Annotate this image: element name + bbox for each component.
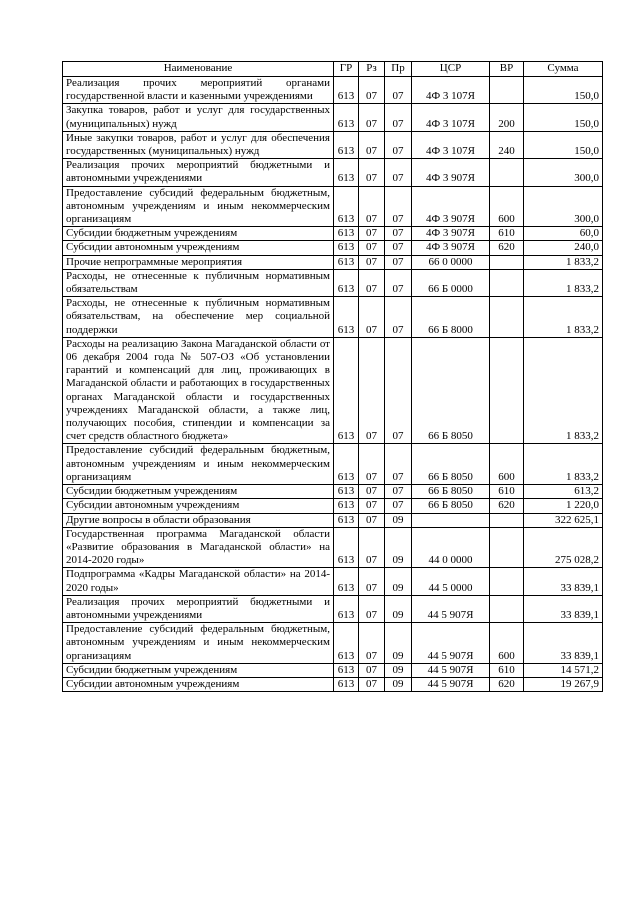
cell-name: Предоставление субсидий федеральным бюджетным, автономным учреждениям и иным некоммерческим организациям <box>63 186 334 227</box>
table-row <box>63 337 603 444</box>
cell-name: Закупка товаров, работ и услуг для государственных (муниципальных) нужд <box>63 104 334 131</box>
cell-name: Реализация прочих мероприятий бюджетными и автономными учреждениями <box>63 595 334 622</box>
table-row <box>63 255 603 269</box>
table-row <box>63 513 603 527</box>
cell-csr: 66 Б 0000 <box>412 269 490 296</box>
cell-gr: 613 <box>334 485 359 499</box>
cell-gr: 613 <box>334 159 359 186</box>
cell-csr: 44 5 907Я <box>412 677 490 691</box>
cell-gr: 613 <box>334 677 359 691</box>
cell-vr: 620 <box>490 499 524 513</box>
cell-csr: 66 Б 8000 <box>412 297 490 338</box>
cell-rz: 07 <box>359 677 385 691</box>
cell-gr: 613 <box>334 499 359 513</box>
cell-rz: 07 <box>359 527 385 568</box>
cell-csr: 4Ф 3 907Я <box>412 227 490 241</box>
cell-sum: 150,0 <box>524 131 603 158</box>
cell-sum: 322 625,1 <box>524 513 603 527</box>
cell-csr: 66 Б 8050 <box>412 485 490 499</box>
cell-vr: 620 <box>490 677 524 691</box>
cell-csr: 4Ф 3 107Я <box>412 131 490 158</box>
cell-pr: 09 <box>385 663 412 677</box>
cell-name: Другие вопросы в области образования <box>63 513 334 527</box>
cell-name: Субсидии автономным учреждениям <box>63 499 334 513</box>
cell-sum: 1 833,2 <box>524 255 603 269</box>
cell-sum: 14 571,2 <box>524 663 603 677</box>
cell-sum: 150,0 <box>524 104 603 131</box>
cell-csr: 4Ф 3 907Я <box>412 241 490 255</box>
cell-pr: 09 <box>385 623 412 664</box>
cell-sum: 19 267,9 <box>524 677 603 691</box>
cell-rz: 07 <box>359 499 385 513</box>
cell-vr <box>490 159 524 186</box>
cell-sum: 33 839,1 <box>524 595 603 622</box>
table-body <box>63 77 603 692</box>
cell-name: Реализация прочих мероприятий бюджетными и автономными учреждениями <box>63 159 334 186</box>
cell-rz: 07 <box>359 77 385 104</box>
cell-vr: 600 <box>490 623 524 664</box>
cell-pr: 07 <box>385 104 412 131</box>
cell-pr: 07 <box>385 241 412 255</box>
table-row <box>63 131 603 158</box>
cell-gr: 613 <box>334 623 359 664</box>
cell-csr: 4Ф 3 107Я <box>412 104 490 131</box>
header-vr: ВР <box>490 62 524 77</box>
cell-vr <box>490 513 524 527</box>
cell-sum: 1 833,2 <box>524 297 603 338</box>
table-row <box>63 527 603 568</box>
cell-name: Подпрограмма «Кадры Магаданской области» на 2014-2020 годы» <box>63 568 334 595</box>
cell-csr: 44 5 907Я <box>412 663 490 677</box>
cell-sum: 150,0 <box>524 77 603 104</box>
table-row <box>63 663 603 677</box>
cell-vr <box>490 297 524 338</box>
table-row <box>63 499 603 513</box>
cell-rz: 07 <box>359 241 385 255</box>
cell-csr <box>412 513 490 527</box>
cell-rz: 07 <box>359 444 385 485</box>
cell-pr: 07 <box>385 77 412 104</box>
cell-csr: 4Ф 3 907Я <box>412 159 490 186</box>
cell-gr: 613 <box>334 297 359 338</box>
header-sum: Сумма <box>524 62 603 77</box>
cell-name: Субсидии автономным учреждениям <box>63 241 334 255</box>
cell-gr: 613 <box>334 227 359 241</box>
cell-csr: 66 Б 8050 <box>412 499 490 513</box>
cell-rz: 07 <box>359 337 385 444</box>
cell-rz: 07 <box>359 227 385 241</box>
cell-csr: 4Ф 3 907Я <box>412 186 490 227</box>
cell-name: Прочие непрограммные мероприятия <box>63 255 334 269</box>
cell-gr: 613 <box>334 337 359 444</box>
cell-name: Иные закупки товаров, работ и услуг для обеспечения государственных (муниципальных) нужд <box>63 131 334 158</box>
cell-sum: 240,0 <box>524 241 603 255</box>
cell-rz: 07 <box>359 255 385 269</box>
cell-csr: 44 5 907Я <box>412 595 490 622</box>
cell-sum: 1 833,2 <box>524 444 603 485</box>
cell-gr: 613 <box>334 104 359 131</box>
cell-gr: 613 <box>334 444 359 485</box>
table-row <box>63 444 603 485</box>
header-rz: Рз <box>359 62 385 77</box>
table-row <box>63 241 603 255</box>
cell-gr: 613 <box>334 131 359 158</box>
cell-vr <box>490 77 524 104</box>
cell-pr: 07 <box>385 227 412 241</box>
cell-vr: 610 <box>490 485 524 499</box>
cell-sum: 33 839,1 <box>524 568 603 595</box>
cell-name: Предоставление субсидий федеральным бюджетным, автономным учреждениям и иным некоммерческим организациям <box>63 623 334 664</box>
cell-name: Реализация прочих мероприятий органами государственной власти и казенными учреждениями <box>63 77 334 104</box>
table-row <box>63 623 603 664</box>
cell-name: Предоставление субсидий федеральным бюджетным, автономным учреждениям и иным некоммерческим организациям <box>63 444 334 485</box>
cell-name: Субсидии автономным учреждениям <box>63 677 334 691</box>
cell-sum: 1 220,0 <box>524 499 603 513</box>
cell-sum: 300,0 <box>524 159 603 186</box>
cell-pr: 07 <box>385 297 412 338</box>
table-row <box>63 297 603 338</box>
cell-vr: 240 <box>490 131 524 158</box>
budget-table <box>62 61 603 692</box>
cell-gr: 613 <box>334 527 359 568</box>
cell-vr: 600 <box>490 186 524 227</box>
cell-pr: 07 <box>385 444 412 485</box>
cell-csr: 44 0 0000 <box>412 527 490 568</box>
cell-sum: 33 839,1 <box>524 623 603 664</box>
header-gr: ГР <box>334 62 359 77</box>
cell-rz: 07 <box>359 513 385 527</box>
cell-rz: 07 <box>359 131 385 158</box>
cell-pr: 09 <box>385 595 412 622</box>
cell-csr: 66 Б 8050 <box>412 444 490 485</box>
cell-gr: 613 <box>334 241 359 255</box>
cell-rz: 07 <box>359 297 385 338</box>
cell-gr: 613 <box>334 513 359 527</box>
cell-rz: 07 <box>359 595 385 622</box>
cell-sum: 300,0 <box>524 186 603 227</box>
cell-vr: 200 <box>490 104 524 131</box>
cell-pr: 09 <box>385 513 412 527</box>
cell-gr: 613 <box>334 663 359 677</box>
table-row <box>63 104 603 131</box>
cell-pr: 07 <box>385 499 412 513</box>
cell-pr: 07 <box>385 269 412 296</box>
cell-csr: 4Ф 3 107Я <box>412 77 490 104</box>
cell-csr: 66 0 0000 <box>412 255 490 269</box>
cell-vr: 600 <box>490 444 524 485</box>
cell-gr: 613 <box>334 595 359 622</box>
cell-pr: 07 <box>385 485 412 499</box>
table-row <box>63 568 603 595</box>
table-row <box>63 186 603 227</box>
cell-vr <box>490 337 524 444</box>
cell-name: Субсидии бюджетным учреждениям <box>63 227 334 241</box>
cell-pr: 07 <box>385 255 412 269</box>
cell-rz: 07 <box>359 623 385 664</box>
table-row <box>63 77 603 104</box>
cell-gr: 613 <box>334 186 359 227</box>
header-name: Наименование <box>63 62 334 77</box>
cell-rz: 07 <box>359 186 385 227</box>
table-row <box>63 269 603 296</box>
cell-pr: 09 <box>385 527 412 568</box>
cell-gr: 613 <box>334 269 359 296</box>
cell-rz: 07 <box>359 104 385 131</box>
cell-rz: 07 <box>359 663 385 677</box>
cell-name: Государственная программа Магаданской области «Развитие образования в Магаданской области» на 2014-2020 годы» <box>63 527 334 568</box>
cell-rz: 07 <box>359 159 385 186</box>
table-row <box>63 485 603 499</box>
table-row <box>63 227 603 241</box>
cell-sum: 1 833,2 <box>524 269 603 296</box>
cell-sum: 60,0 <box>524 227 603 241</box>
cell-vr <box>490 595 524 622</box>
cell-name: Субсидии бюджетным учреждениям <box>63 485 334 499</box>
cell-sum: 275 028,2 <box>524 527 603 568</box>
cell-pr: 07 <box>385 159 412 186</box>
cell-name: Расходы, не отнесенные к публичным нормативным обязательствам <box>63 269 334 296</box>
cell-pr: 07 <box>385 337 412 444</box>
cell-vr <box>490 527 524 568</box>
cell-csr: 66 Б 8050 <box>412 337 490 444</box>
cell-sum: 613,2 <box>524 485 603 499</box>
cell-sum: 1 833,2 <box>524 337 603 444</box>
cell-rz: 07 <box>359 269 385 296</box>
cell-gr: 613 <box>334 255 359 269</box>
cell-pr: 09 <box>385 568 412 595</box>
cell-vr <box>490 568 524 595</box>
table-row <box>63 677 603 691</box>
cell-pr: 09 <box>385 677 412 691</box>
cell-rz: 07 <box>359 485 385 499</box>
cell-vr: 620 <box>490 241 524 255</box>
cell-pr: 07 <box>385 131 412 158</box>
cell-gr: 613 <box>334 568 359 595</box>
cell-name: Расходы на реализацию Закона Магаданской области от 06 декабря 2004 года № 507-ОЗ «Об установлении гарантий и компенсаций для лиц, проживающих в Магаданской области и работающих в государственных органах Магаданской области и государственных учреждениях Магаданской области, а также лиц, получающих пособия, стипендии и компенсации за счет средств областного бюджета» <box>63 337 334 444</box>
cell-vr <box>490 269 524 296</box>
cell-rz: 07 <box>359 568 385 595</box>
header-csr: ЦСР <box>412 62 490 77</box>
cell-vr <box>490 255 524 269</box>
table-header-row <box>63 62 603 77</box>
cell-name: Расходы, не отнесенные к публичным нормативным обязательствам, на обеспечение мер социальной поддержки <box>63 297 334 338</box>
cell-pr: 07 <box>385 186 412 227</box>
table-row <box>63 595 603 622</box>
table-row <box>63 159 603 186</box>
cell-csr: 44 5 907Я <box>412 623 490 664</box>
cell-gr: 613 <box>334 77 359 104</box>
cell-vr: 610 <box>490 663 524 677</box>
cell-vr: 610 <box>490 227 524 241</box>
cell-name: Субсидии бюджетным учреждениям <box>63 663 334 677</box>
cell-csr: 44 5 0000 <box>412 568 490 595</box>
header-pr: Пр <box>385 62 412 77</box>
